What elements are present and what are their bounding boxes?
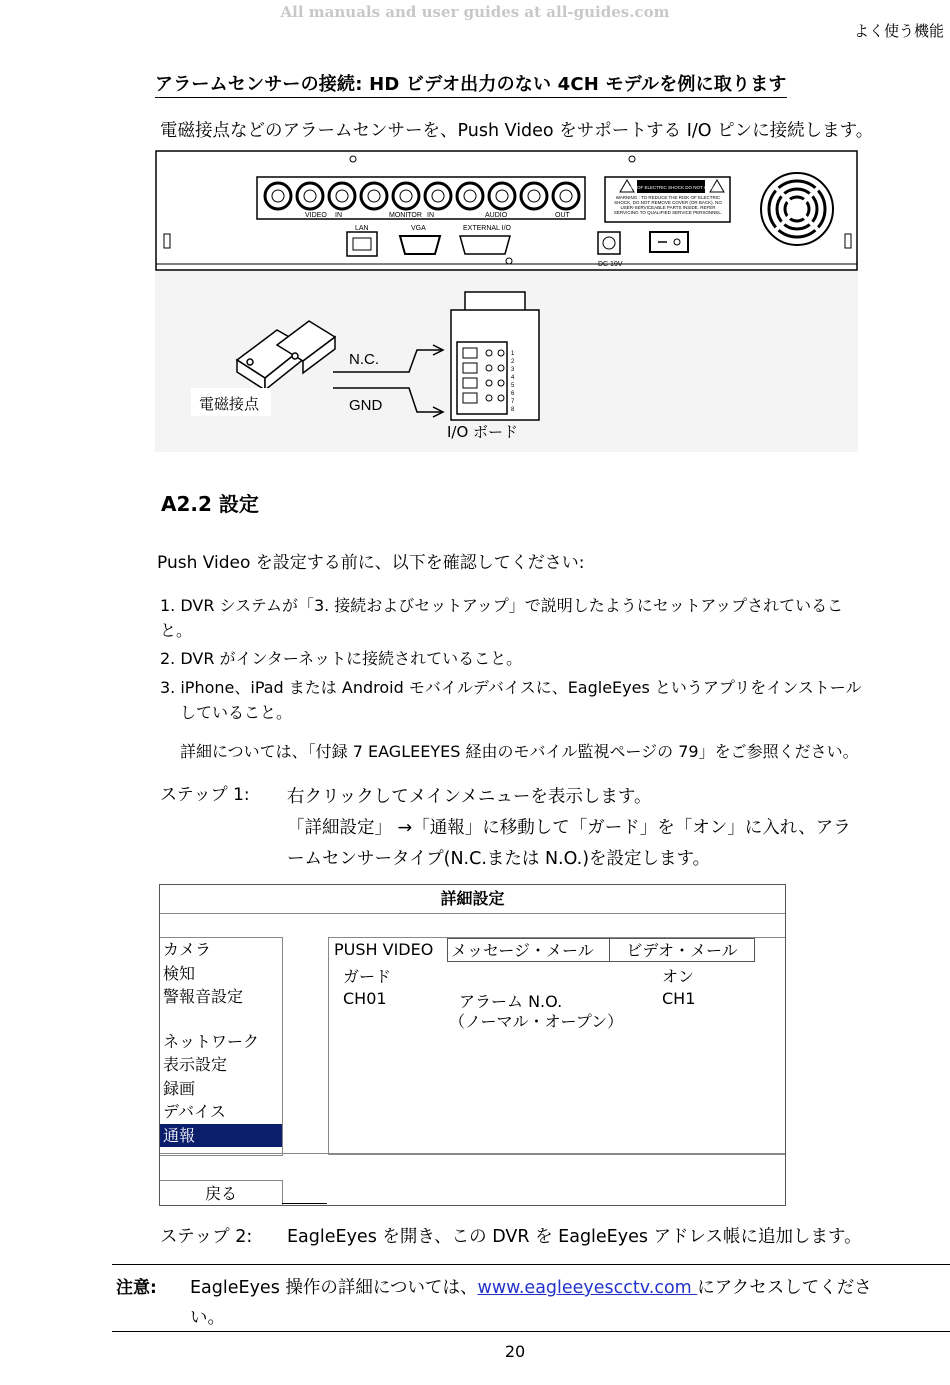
content-panel: [328, 937, 785, 1155]
pin-3: 3: [511, 367, 515, 373]
connection-diagram: [155, 150, 858, 452]
list-item-cont: していること。: [180, 703, 293, 722]
warning-title: RISK OF ELECTRIC SHOCK DO NOT OPEN: [625, 185, 717, 190]
prereq-intro: Push Video を設定する前に、以下を確認してください:: [157, 553, 585, 573]
warning-text: WARNING : TO REDUCE THE RISK OF ELECTRIC SHOCK, DO NOT REMOVE COVER (OR BACK). NO USER-SERVICEABLE PARTS INSIDE. REFER SERVICING TO QUALIFIED SERVICE PERSONNEL.: [613, 195, 723, 215]
label-lan: LAN: [355, 225, 369, 232]
gnd-label: GND: [349, 397, 383, 414]
label-external-io: EXTERNAL I/O: [463, 225, 511, 232]
note-label: 注意:: [116, 1278, 157, 1298]
pin-2: 2: [511, 359, 515, 365]
label-monitor: MONITOR: [389, 212, 422, 219]
pin-4: 4: [511, 375, 515, 381]
chapter-header: よく使う機能: [853, 22, 944, 40]
sidebar-menu: [160, 937, 283, 1156]
intro-text: 電磁接点などのアラームセンサーを、Push Video をサポートする I/O ピンに接続します。: [160, 121, 874, 141]
note-post: にアクセスしてくださ: [697, 1278, 872, 1298]
label-in-2: IN: [427, 212, 434, 219]
guard-label: ガード: [343, 967, 392, 986]
list-item: 3. iPhone、iPad または Android モバイルデバイスに、EagleEyes というアプリをインストール: [160, 678, 862, 697]
step1-text: [287, 782, 851, 875]
note-divider-bottom: [112, 1331, 950, 1332]
step2-text: EagleEyes を開き、この DVR を EagleEyes アドレス帳に追加します。: [287, 1227, 862, 1247]
sensor-label: 電磁接点: [199, 395, 260, 413]
detail-reference: 詳細については、「付録 7 EAGLEEYES 経由のモバイル監視ページの 79」をご参照ください。: [180, 742, 859, 761]
sidebar-item-camera[interactable]: カメラ: [163, 940, 212, 959]
tab-message-mail[interactable]: メッセージ・メール: [448, 938, 610, 962]
step1-label: ステップ 1:: [160, 785, 250, 805]
sidebar-item-notification[interactable]: 通報: [160, 1124, 282, 1148]
pin-5: 5: [511, 383, 515, 389]
label-video: VIDEO: [305, 212, 327, 219]
prereq-list: [160, 593, 950, 725]
tab-push-video[interactable]: PUSH VIDEO: [331, 938, 448, 962]
tab-video-mail[interactable]: ビデオ・メール: [610, 938, 755, 962]
sidebar-item-alert-sound[interactable]: 警報音設定: [163, 987, 244, 1006]
step1-line: ームセンサータイプ(N.C.または N.O.)を設定します。: [287, 849, 711, 869]
label-dc19v: DC 19V: [598, 261, 623, 268]
sidebar-item-record[interactable]: 録画: [163, 1078, 196, 1098]
advanced-settings-window: [159, 884, 786, 1206]
tab-bar: [331, 938, 755, 962]
list-item: 1. DVR システムが「3. 接続およびセットアップ」で説明したようにセットアップされているこ: [160, 596, 844, 615]
sidebar-item-network[interactable]: ネットワーク: [163, 1031, 260, 1051]
sidebar-item-display[interactable]: 表示設定: [163, 1055, 228, 1074]
page-number: 20: [504, 1342, 526, 1361]
nc-label: N.C.: [349, 351, 379, 368]
section-heading: アラームセンサーの接続: HD ビデオ出力のない 4CH モデルを例に取ります: [155, 70, 787, 98]
pin-6: 6: [511, 391, 515, 397]
pin-1: 1: [511, 351, 515, 357]
note-divider-top: [112, 1264, 950, 1265]
note-pre: EagleEyes 操作の詳細については、: [190, 1278, 478, 1298]
window-title: 詳細設定: [160, 885, 785, 914]
io-board-label: I/O ボード: [447, 423, 519, 441]
eagleeyes-link[interactable]: www.eagleeyescctv.com: [477, 1278, 698, 1298]
channel-value[interactable]: CH1: [662, 989, 696, 1008]
note-post-cont: い。: [190, 1308, 225, 1328]
section-title: A2.2 設定: [161, 492, 259, 516]
step1-line: 「詳細設定」 →「通報」に移動して「ガード」を「オン」に入れ、アラ: [287, 818, 851, 838]
step2-label: ステップ 2:: [160, 1227, 253, 1247]
pin-8: 8: [511, 407, 515, 413]
label-vga: VGA: [411, 225, 426, 232]
channel-label: CH01: [343, 989, 387, 1008]
label-audio: AUDIO: [485, 212, 508, 219]
list-item: 2. DVR がインターネットに接続されていること。: [160, 649, 523, 668]
list-item-cont: と。: [160, 621, 193, 640]
label-in: IN: [335, 212, 342, 219]
guard-value[interactable]: オン: [662, 967, 695, 986]
alarm-type[interactable]: アラーム N.O.: [459, 992, 563, 1011]
step1-line: 右クリックしてメインメニューを表示します。: [287, 787, 652, 807]
note-text: [190, 1273, 945, 1333]
sidebar-item-device[interactable]: デバイス: [163, 1102, 226, 1121]
label-out: OUT: [555, 212, 570, 219]
back-button[interactable]: 戻る: [160, 1180, 283, 1206]
sidebar-item-detection[interactable]: 検知: [163, 963, 196, 983]
alarm-type-desc: （ノーマル・オープン）: [449, 1012, 624, 1031]
watermark: All manuals and user guides at all-guides.com: [280, 3, 670, 21]
pin-7: 7: [511, 399, 515, 405]
